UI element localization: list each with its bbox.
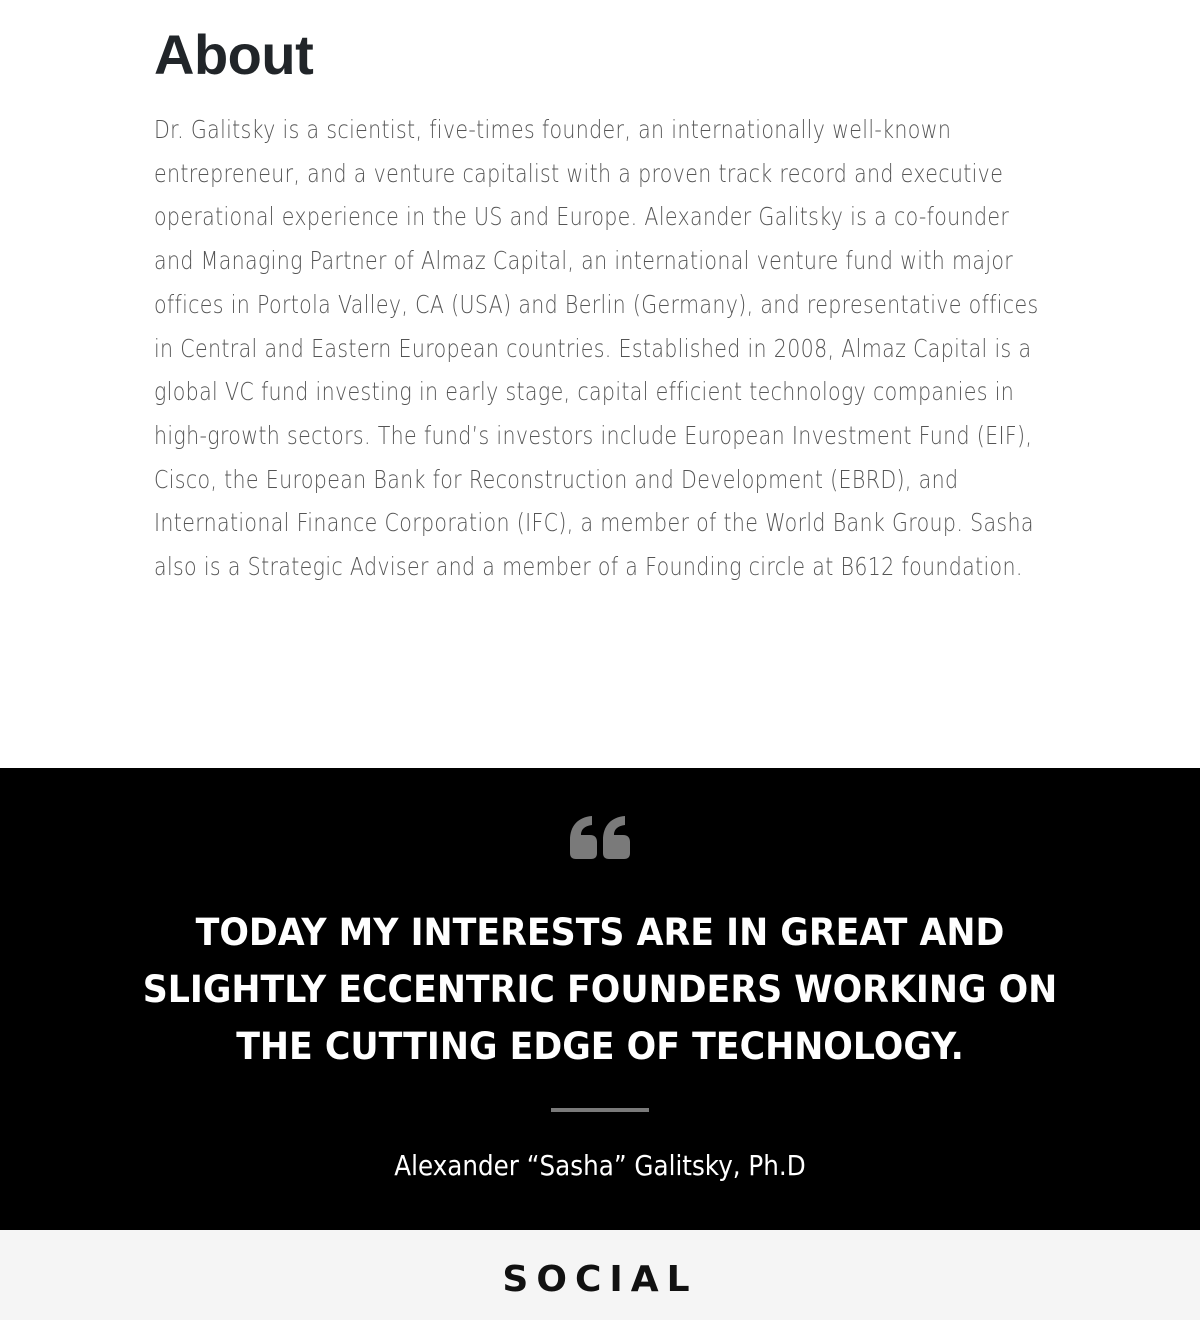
quote-section: [0, 768, 1200, 1230]
quote-author: Alexander “Sasha” Galitsky, Ph.D: [394, 1149, 806, 1182]
quote-text: TODAY MY INTERESTS ARE IN GREAT AND SLIGHTLY ECCENTRIC FOUNDERS WORKING ON THE CUTTING EDGE OF TECHNOLOGY.: [142, 911, 1058, 1068]
social-section: [0, 1230, 1200, 1320]
quote-left-icon: [568, 814, 632, 865]
social-heading: SOCIAL: [502, 1259, 698, 1300]
quote-divider: [551, 1108, 649, 1112]
about-paragraph: Dr. Galitsky is a scientist, five-times founder, an internationally well-known entrepreneur, and a venture capitalist with a proven track record and executive operational experience in the US and Europe. Alexander Galitsky is a co-founder and Managing Partner of Almaz Capital, an international venture fund with major offices in Portola Valley, CA (USA) and Berlin (Germany), and representative offices in Central and Eastern European countries. Established in 2008, Almaz Capital is a global VC fund investing in early stage, capital efficient technology companies in high-growth sectors. The fund’s investors include European Investment Fund (EIF), Cisco, the European Bank for Reconstruction and Development (EBRD), and International Finance Corporation (IFC), a member of the World Bank Group. Sasha also is a Strategic Adviser and a member of a Founding circle at B612 foundation.: [154, 115, 1039, 582]
about-heading: About: [154, 23, 314, 86]
about-content: [154, 22, 1054, 589]
